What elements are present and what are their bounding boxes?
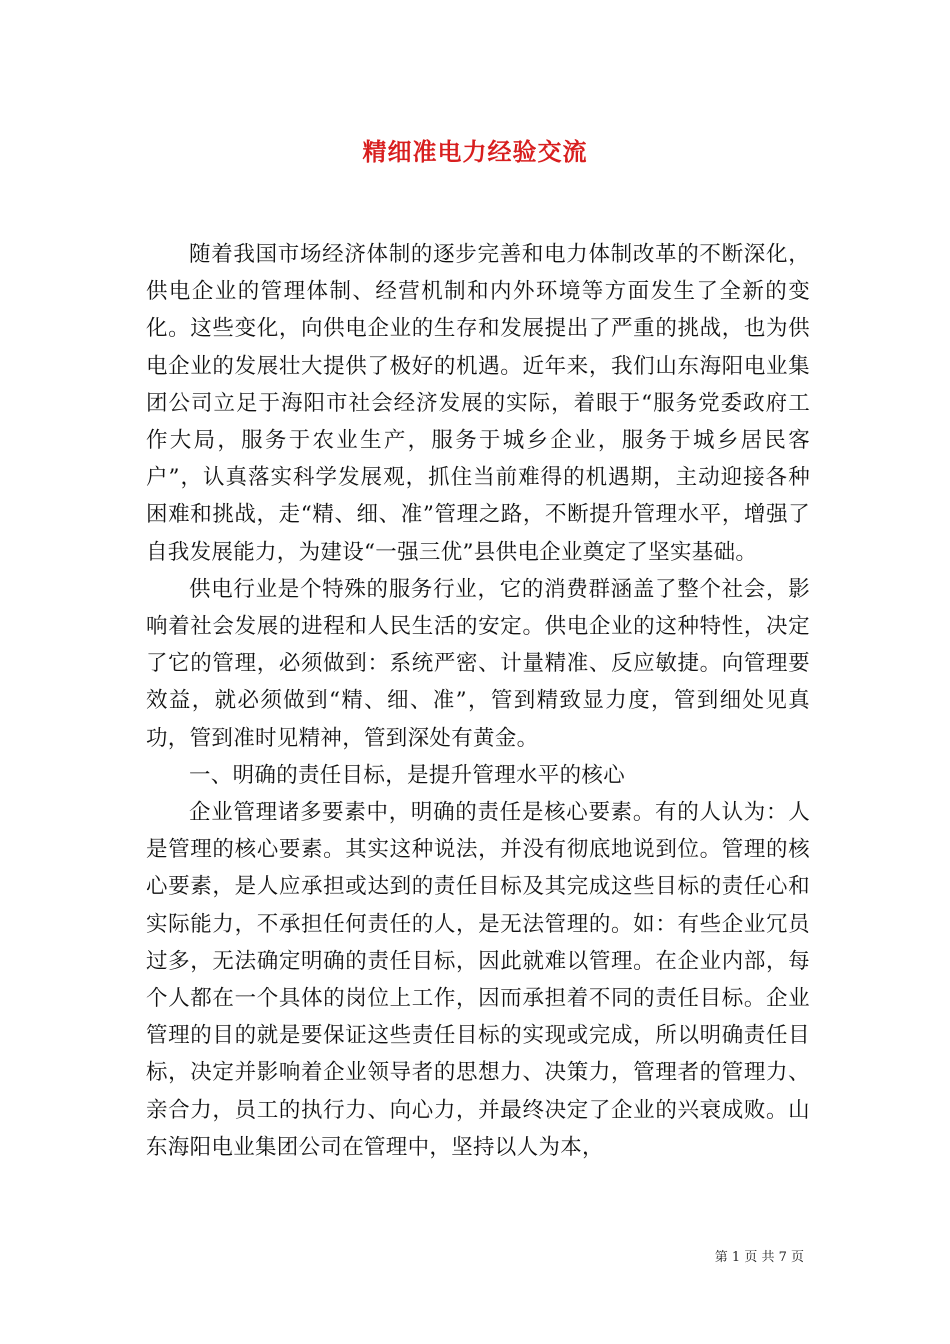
page-number-footer: 第 1 页 共 7 页: [714, 1250, 804, 1265]
paragraph-responsibility: 企业管理诸多要素中，明确的责任是核心要素。有的人认为：人是管理的核心要素。其实这种说法，并没有彻底地说到位。管理的核心要素，是人应承担或达到的责任目标及其完成这些目标的责任心和实际能力，不承担任何责任的人，是无法管理的。如：有些企业冗员过多，无法确定明确的责任目标，因此就难以管理。在企业内部，每个人都在一个具体的岗位上工作，因而承担着不同的责任目标。企业管理的目的就是要保证这些责任目标的实现或完成，所以明确责任目标，决定并影响着企业领导者的思想力、决策力，管理者的管理力、亲合力，员工的执行力、向心力，并最终决定了企业的兴衰成败。山东海阳电业集团公司在管理中，坚持以人为本，: [146, 800, 810, 1160]
document-title: 精细准电力经验交流: [362, 137, 588, 166]
document-body: [146, 236, 810, 1166]
paragraph-intro: 随着我国市场经济体制的逐步完善和电力体制改革的不断深化，供电企业的管理体制、经营机制和内外环境等方面发生了全新的变化。这些变化，向供电企业的生存和发展提出了严重的挑战，也为供电企业的发展壮大提供了极好的机遇。近年来，我们山东海阳电业集团公司立足于海阳市社会经济发展的实际，着眼于“服务党委政府工作大局，服务于农业生产，服务于城乡企业，服务于城乡居民客户”，认真落实科学发展观，抓住当前难得的机遇期，主动迎接各种困难和挑战，走“精、细、准”管理之路，不断提升管理水平，增强了自我发展能力，为建设“一强三优”县供电企业奠定了坚实基础。: [146, 242, 810, 565]
section-heading-1: 一、明确的责任目标，是提升管理水平的核心: [189, 762, 626, 788]
paragraph-industry: 供电行业是个特殊的服务行业，它的消费群涵盖了整个社会，影响着社会发展的进程和人民生活的安定。供电企业的这种特性，决定了它的管理，必须做到：系统严密、计量精准、反应敏捷。向管理要效益，就必须做到“精、细、准”，管到精致显力度，管到细处见真功，管到准时见精神，管到深处有黄金。: [146, 576, 810, 751]
